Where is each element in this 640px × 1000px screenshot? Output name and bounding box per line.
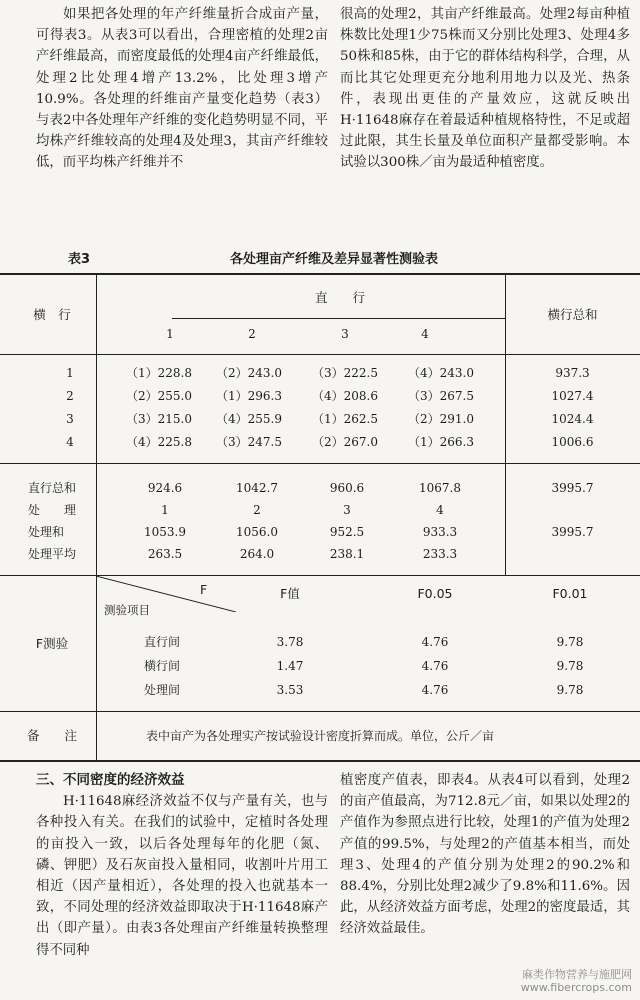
- bottom-right-paragraph: 植密度产值表，即表4。从表4可以看到，处理2的亩产值最高，为712.8元／亩，如果以处理2的产值作为参照点进行比较，处理1的产值为处理2产值的99.5%，与处理2的产值基本相当，而处理3、处理4的产值分别为处理2的90.2%和88.4%，分别比处理2减少了9.8%和11.6%。因此，从经济效益方面考虑，处理2的密度最适，其经济效益最佳。: [340, 773, 630, 937]
- note-text: 表中亩产为各处理实产按试验设计密度折算而成。单位，公斤／亩: [146, 729, 495, 743]
- f-header: F值: [280, 586, 300, 601]
- table-title: 各处理亩产纤维及差异显著性测验表: [230, 252, 439, 267]
- table-caption: [0, 248, 640, 270]
- f-section-label: F测验: [35, 636, 69, 651]
- f-corner-bottom: 测验项目: [104, 603, 150, 617]
- row-header: 横 行: [33, 307, 71, 322]
- f-corner-top: F: [200, 582, 208, 597]
- top-left-paragraph: 如果把各处理的年产纤维量折合成亩产量，可得表3。从表3可以看出，合理密植的处理2亩产纤维最高，而密度最低的处理4亩产纤维最低，处理2比处理4增产13.2%，比处理3增产10.9%。各处理的纤维亩产量变化趋势（表3）与表2中各处理年产纤维的变化趋势明显不同，平均株产纤维较高的处理4及处理3，其亩产纤维较低，而平均株产纤维并不: [36, 7, 328, 171]
- col-number: 4: [421, 327, 429, 341]
- bottom-left-section: [36, 770, 328, 961]
- watermark: 麻类作物营养与施肥网 www.fibercrops.com: [520, 968, 632, 994]
- col-number: 3: [341, 327, 349, 341]
- top-right-paragraph: 很高的处理2，其亩产纤维最高。处理2每亩种植株数比处理1少75株而又分别比处理3、处理4多50株和85株，由于它的群体结构科学，合理，从而比其它处理更充分地利用地力以及光、热条件，表现出更佳的产量效应，这就反映出H·11648麻存在着最适种植规格特性，不足或超过此限，其生长量及单位面积产量都受影响。本试验以300株／亩为最适种植密度。: [340, 7, 630, 171]
- bottom-left-paragraph: H·11648麻经济效益不仅与产量有关，也与各种投入有关。在我们的试验中，定植时各处理的亩投入一致，以后各处理每年的化肥（氮、磷、钾肥）及石灰亩投入量相同，收割叶片用工相近（因产量相近），各处理的投入也就基本一致，不同处理的经济效益即取决于H·11648麻产出（即产量）。由表3各处理亩产纤维量转换整理得不同种: [36, 794, 328, 958]
- col-number: 2: [248, 327, 256, 341]
- f-header: F0.01: [552, 586, 588, 601]
- table-label: 表3: [68, 252, 91, 267]
- col-number: 1: [166, 327, 174, 341]
- total-header: 横行总和: [547, 307, 598, 322]
- section-heading: 三、不同密度的经济效益: [36, 772, 185, 788]
- f-header: F0.05: [417, 586, 453, 601]
- note-label: 备 注: [26, 728, 77, 743]
- col-group-rule: [172, 318, 505, 319]
- col-group-header: 直 行: [314, 290, 365, 305]
- label-column-divider: [96, 274, 97, 761]
